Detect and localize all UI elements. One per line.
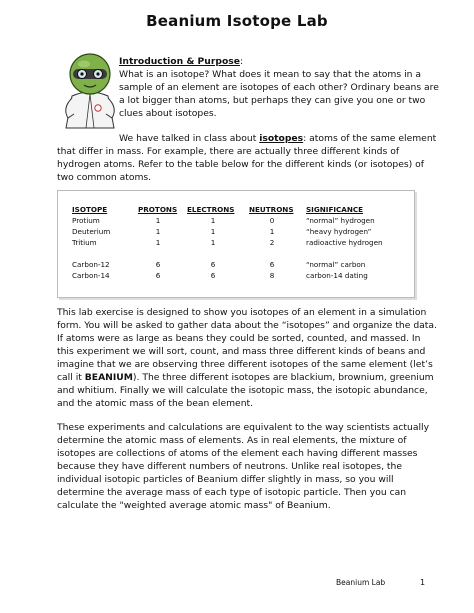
- table-header-neutrons: NEUTRONS: [249, 205, 294, 214]
- table-cell-significance: carbon-14 dating: [306, 271, 368, 280]
- para3-text-after: ). The three different isotopes are blackium, brownium, greenium and whitium. Finally we will calculate the isotopic mass, the isotopic abundance, and the atomic mass of the bean element.: [57, 372, 434, 409]
- table-cell-isotope: Deuterium: [72, 227, 111, 236]
- table-cell-isotope: Protium: [72, 216, 100, 225]
- intro-paragraph: [119, 55, 439, 120]
- table-cell-neutrons: 2: [269, 238, 275, 247]
- intro-text: What is an isotope? What does it mean to say that the atoms in a sample of an element are isotopes of each other? Ordinary beans are a lot bigger than atoms, but perhaps they can give you one or two clues about isotopes.: [119, 69, 439, 119]
- table-cell-neutrons: 0: [269, 216, 275, 225]
- table-header-significance: SIGNIFICANCE: [306, 205, 364, 214]
- footer-label: Beanium Lab: [336, 578, 386, 587]
- table-cell-neutrons: 1: [269, 227, 275, 236]
- scientific-context-paragraph: These experiments and calculations are equivalent to the way scientists actually determine the atomic mass of elements. As in real elements, the mixture of isotopes are collections of atoms of the element each having different masses because they have different numbers of neutrons. Unlike real isotopes, the individual isotopic particles of Beanium differ slightly in mass, so you will determine the average mass of each type of isotopic particle. Then you can calculate the "weighted average atomic mass" of Beanium.: [57, 422, 430, 511]
- para2-text-after: : atoms of the same element that differ in mass. For example, there are actually three different kinds of hydrogen atoms. Refer to the table below for the different kinds (or isotopes) of two common atoms.: [57, 133, 437, 183]
- table-cell-isotope: Tritium: [72, 238, 97, 247]
- table-header-isotope: ISOTOPE: [72, 205, 108, 214]
- para2-text-before: We have talked in class about: [119, 133, 260, 144]
- isotopes-keyword: isotopes: [259, 133, 304, 144]
- para3-text-before: This lab exercise is designed to show you isotopes of an element in a simulation form. You will be asked to gather data about the “isotopes” and organize the data. If atoms were as large as beans they could be sorted, counted, and massed. In this experiment we will sort, count, and mass three different kinds of beans and imagine that we are observing three different isotopes of the same element (let’s call it: [57, 307, 437, 383]
- table-cell-isotope: Carbon-12: [72, 260, 110, 269]
- table-cell-neutrons: 6: [269, 260, 275, 269]
- table-cell-electrons: 6: [210, 260, 216, 269]
- table-header-electrons: ELECTRONS: [187, 205, 235, 214]
- lab-description-paragraph: [57, 306, 439, 410]
- scientist-mascot-illustration: [60, 50, 120, 130]
- table-cell-protons: 1: [155, 238, 161, 247]
- isotope-definition-paragraph: [57, 132, 439, 184]
- table-cell-electrons: 6: [210, 271, 216, 280]
- table-cell-isotope: Carbon-14: [72, 271, 110, 280]
- page-title: Beanium Isotope Lab: [146, 12, 328, 30]
- table-cell-electrons: 1: [210, 227, 216, 236]
- table-cell-protons: 1: [155, 227, 161, 236]
- table-cell-significance: “heavy hydrogen”: [306, 227, 372, 236]
- table-cell-protons: 6: [155, 271, 161, 280]
- table-cell-electrons: 1: [210, 216, 216, 225]
- page-number: 1: [420, 578, 426, 587]
- table-header-protons: PROTONS: [138, 205, 178, 214]
- table-cell-protons: 1: [155, 216, 161, 225]
- table-cell-electrons: 1: [210, 238, 216, 247]
- table-cell-significance: “normal” carbon: [306, 260, 366, 269]
- table-cell-significance: radioactive hydrogen: [306, 238, 383, 247]
- intro-heading-colon: :: [239, 56, 244, 67]
- table-cell-neutrons: 8: [269, 271, 275, 280]
- table-cell-significance: “normal” hydrogen: [306, 216, 375, 225]
- beanium-keyword: BEANIUM: [84, 372, 133, 383]
- intro-heading: Introduction & Purpose: [119, 56, 240, 67]
- table-cell-protons: 6: [155, 260, 161, 269]
